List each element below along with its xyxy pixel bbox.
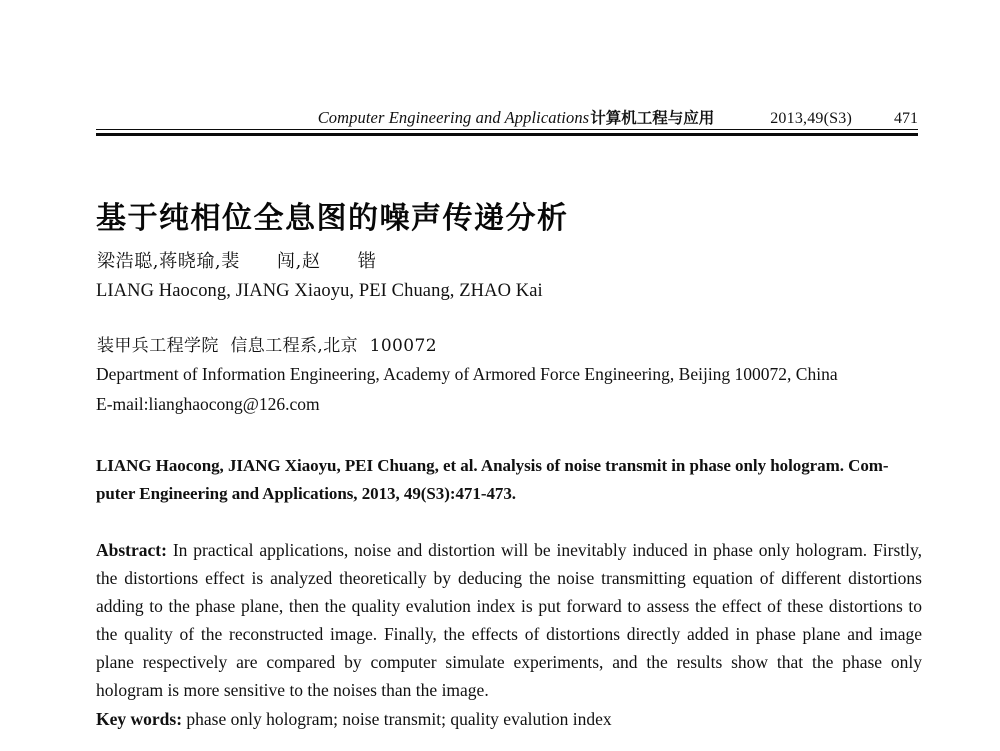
keywords-text: phase only hologram; noise transmit; quality evalution index xyxy=(182,709,612,729)
running-head xyxy=(96,106,918,126)
citation-block xyxy=(96,452,924,508)
abstract-block xyxy=(96,536,922,704)
author-email: E-mail:lianghaocong@126.com xyxy=(96,394,320,414)
keywords-label: Key words: xyxy=(96,709,183,729)
citation-line-1: LIANG Haocong, JIANG Xiaoyu, PEI Chuang, et al. Analysis of noise transmit in phase only hologram. Com- xyxy=(96,456,889,475)
citation-line-2: puter Engineering and Applications, 2013, 49(S3):471-473. xyxy=(96,484,516,503)
affiliation-chinese: 装甲兵工程学院 信息工程系,北京 100072 xyxy=(97,336,437,356)
abstract-label: Abstract: xyxy=(96,540,167,560)
authors-chinese: 梁浩聪,蒋晓瑜,裴 闯,赵 锴 xyxy=(97,251,377,272)
header-rule-thick xyxy=(96,133,918,136)
authors-english: LIANG Haocong, JIANG Xiaoyu, PEI Chuang, ZHAO Kai xyxy=(96,281,543,301)
page-title: 基于纯相位全息图的噪声传递分析 xyxy=(96,201,569,237)
running-head-journal-cn: 计算机工程与应用 xyxy=(590,109,715,127)
running-head-journal-en: Computer Engineering and Applications xyxy=(317,108,590,127)
affiliation-english: Department of Information Engineering, Academy of Armored Force Engineering, Beijing 100072, China xyxy=(96,364,838,384)
abstract-text: In practical applications, noise and distortion will be inevitably induced in phase only hologram. Firstly, the distortions effect is analyzed theoretically by deducing the noise transmitting equation of different distortions adding to the phase plane, then the quality evalution index is put forward to assess the effect of these distortions to the quality of the reconstructed image. Finally, the effects of distortions directly added in phase plane and image plane respectively are compared by computer simulate experiments, and the results show that the phase only hologram is more sensitive to the noises than the image. xyxy=(96,540,922,700)
running-head-issue: 2013,49(S3) xyxy=(770,110,852,127)
page-number: 471 xyxy=(894,110,918,127)
header-rule-thin xyxy=(96,129,918,130)
keywords-block xyxy=(96,705,922,733)
